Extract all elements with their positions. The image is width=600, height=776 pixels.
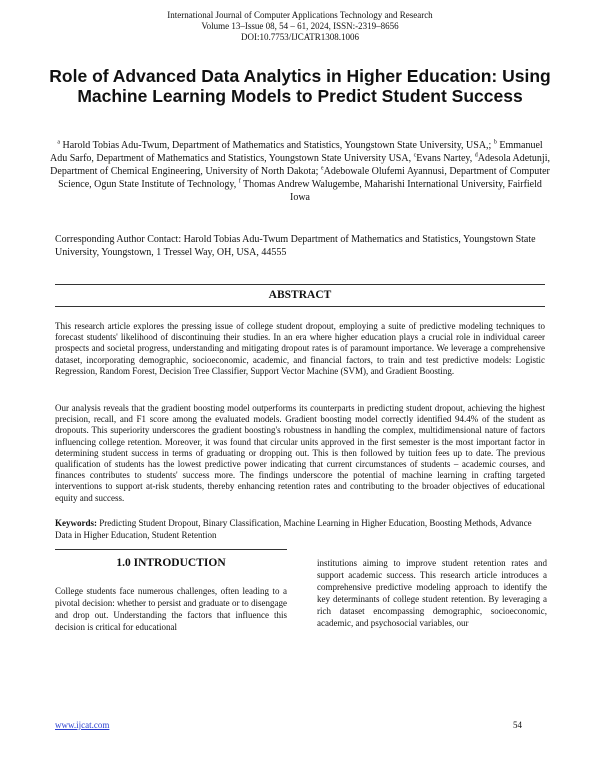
author-list bbox=[50, 139, 550, 204]
affil-mark-f: f bbox=[238, 178, 241, 185]
author-e: Adebowale Olufemi Ayannusi, Department of Computer Science, Ogun State Institute of Technology, bbox=[58, 166, 550, 190]
journal-name: International Journal of Computer Applications Technology and Research bbox=[167, 10, 433, 20]
affil-mark-a: a bbox=[57, 139, 60, 146]
keywords bbox=[55, 518, 545, 541]
abstract-bottom-rule bbox=[55, 306, 545, 307]
paper-title: Role of Advanced Data Analytics in Higher Education: Using Machine Learning Models to Predict Student Success bbox=[49, 66, 551, 106]
author-f: Thomas Andrew Walugembe, Maharishi International University, Fairfield Iowa bbox=[240, 179, 542, 203]
abstract-paragraph-1: This research article explores the pressing issue of college student dropout, employing a suite of predictive modeling techniques to forecast students' likelihood of discontinuing their studies. In an era where higher education plays a crucial role in individual career prospects and societal progress, understanding and mitigating dropout rates is of paramount importance. We leverage a comprehensive dataset, incorporating demographic, socioeconomic, academic, and financial factors, to train and test predictive models: Logistic Regression, Random Forest, Decision Tree Classifier, Support Vector Machine (SVM), and Gradient Boosting. bbox=[55, 321, 545, 376]
keywords-text: Predicting Student Dropout, Binary Classification, Machine Learning in Higher Education, Boosting Methods, Advance Data in Higher Education, Student Retention bbox=[55, 518, 532, 540]
affil-mark-b: b bbox=[493, 139, 497, 146]
intro-left-column: College students face numerous challenges, often leading to a pivotal decision: whether to persist and graduate or to disengage and drop out. Understanding the factors that influence this decision is critical for educational bbox=[55, 586, 287, 632]
affil-mark-e: e bbox=[320, 165, 324, 172]
journal-volume: Volume 13–Issue 08, 54 – 61, 2024, ISSN:-2319–8656 bbox=[201, 21, 399, 31]
intro-heading: 1.0 INTRODUCTION bbox=[116, 557, 226, 569]
page-number: 54 bbox=[513, 720, 522, 730]
intro-right-column: institutions aiming to improve student retention rates and support academic success. This research article introduces a comprehensive predictive modeling approach to identify the key determinants of college student retention. By leveraging a rich dataset encompassing demographic, socioeconomic, academic, and psychosocial variables, our bbox=[317, 558, 547, 628]
abstract-heading: ABSTRACT bbox=[268, 289, 332, 301]
author-c: Evans Nartey, bbox=[416, 153, 475, 164]
affil-mark-d: d bbox=[474, 152, 478, 159]
journal-doi: DOI:10.7753/IJCATR1308.1006 bbox=[240, 32, 359, 42]
abstract-paragraph-2: Our analysis reveals that the gradient boosting model outperforms its counterparts in predicting student dropout, achieving the highest precision, recall, and F1 score among the evaluated models. Gradient boosting model correctly identified 94.4% of the student as dropouts. This superiority underscores the gradient boosting's robustness in handling the complex, multidimensional nature of factors influencing college retention. Moreover, it was found that circular units approved in the first semester is the most important factor in determining student success in terms of graduating or dropping out. This is then followed by tuition fees up to date. The previous qualification of students has the lowest predictive power indicating that current circumstances of students – academic courses, and finances contributes to students' success more. The findings underscore the potential of machine learning in crafting targeted interventions to support at-risk students, thereby enhancing retention rates and contributing to the broader objectives of educational equity and success. bbox=[55, 403, 545, 503]
affil-mark-c: c bbox=[413, 152, 417, 159]
corresponding-contact: Corresponding Author Contact: Harold Tobias Adu-Twum Department of Mathematics and Statistics, Youngstown State University, Youngstown, 1 Tressel Way, OH, USA, 44555 bbox=[55, 234, 536, 258]
keywords-label: Keywords: bbox=[55, 518, 97, 528]
journal-website-link[interactable]: www.ijcat.com bbox=[55, 720, 110, 730]
abstract-top-rule bbox=[55, 284, 545, 285]
author-d: Adesola Adetunji, Department of Chemical Engineering, University of North Dakota; bbox=[50, 153, 550, 177]
author-a: Harold Tobias Adu-Twum, Department of Mathematics and Statistics, Youngstown State University, USA,; bbox=[60, 140, 494, 151]
section-rule-left bbox=[55, 549, 287, 550]
journal-header bbox=[0, 10, 600, 43]
author-b: Emmanuel Adu Sarfo, Department of Mathematics and Statistics, Youngstown State University USA, bbox=[50, 140, 543, 164]
